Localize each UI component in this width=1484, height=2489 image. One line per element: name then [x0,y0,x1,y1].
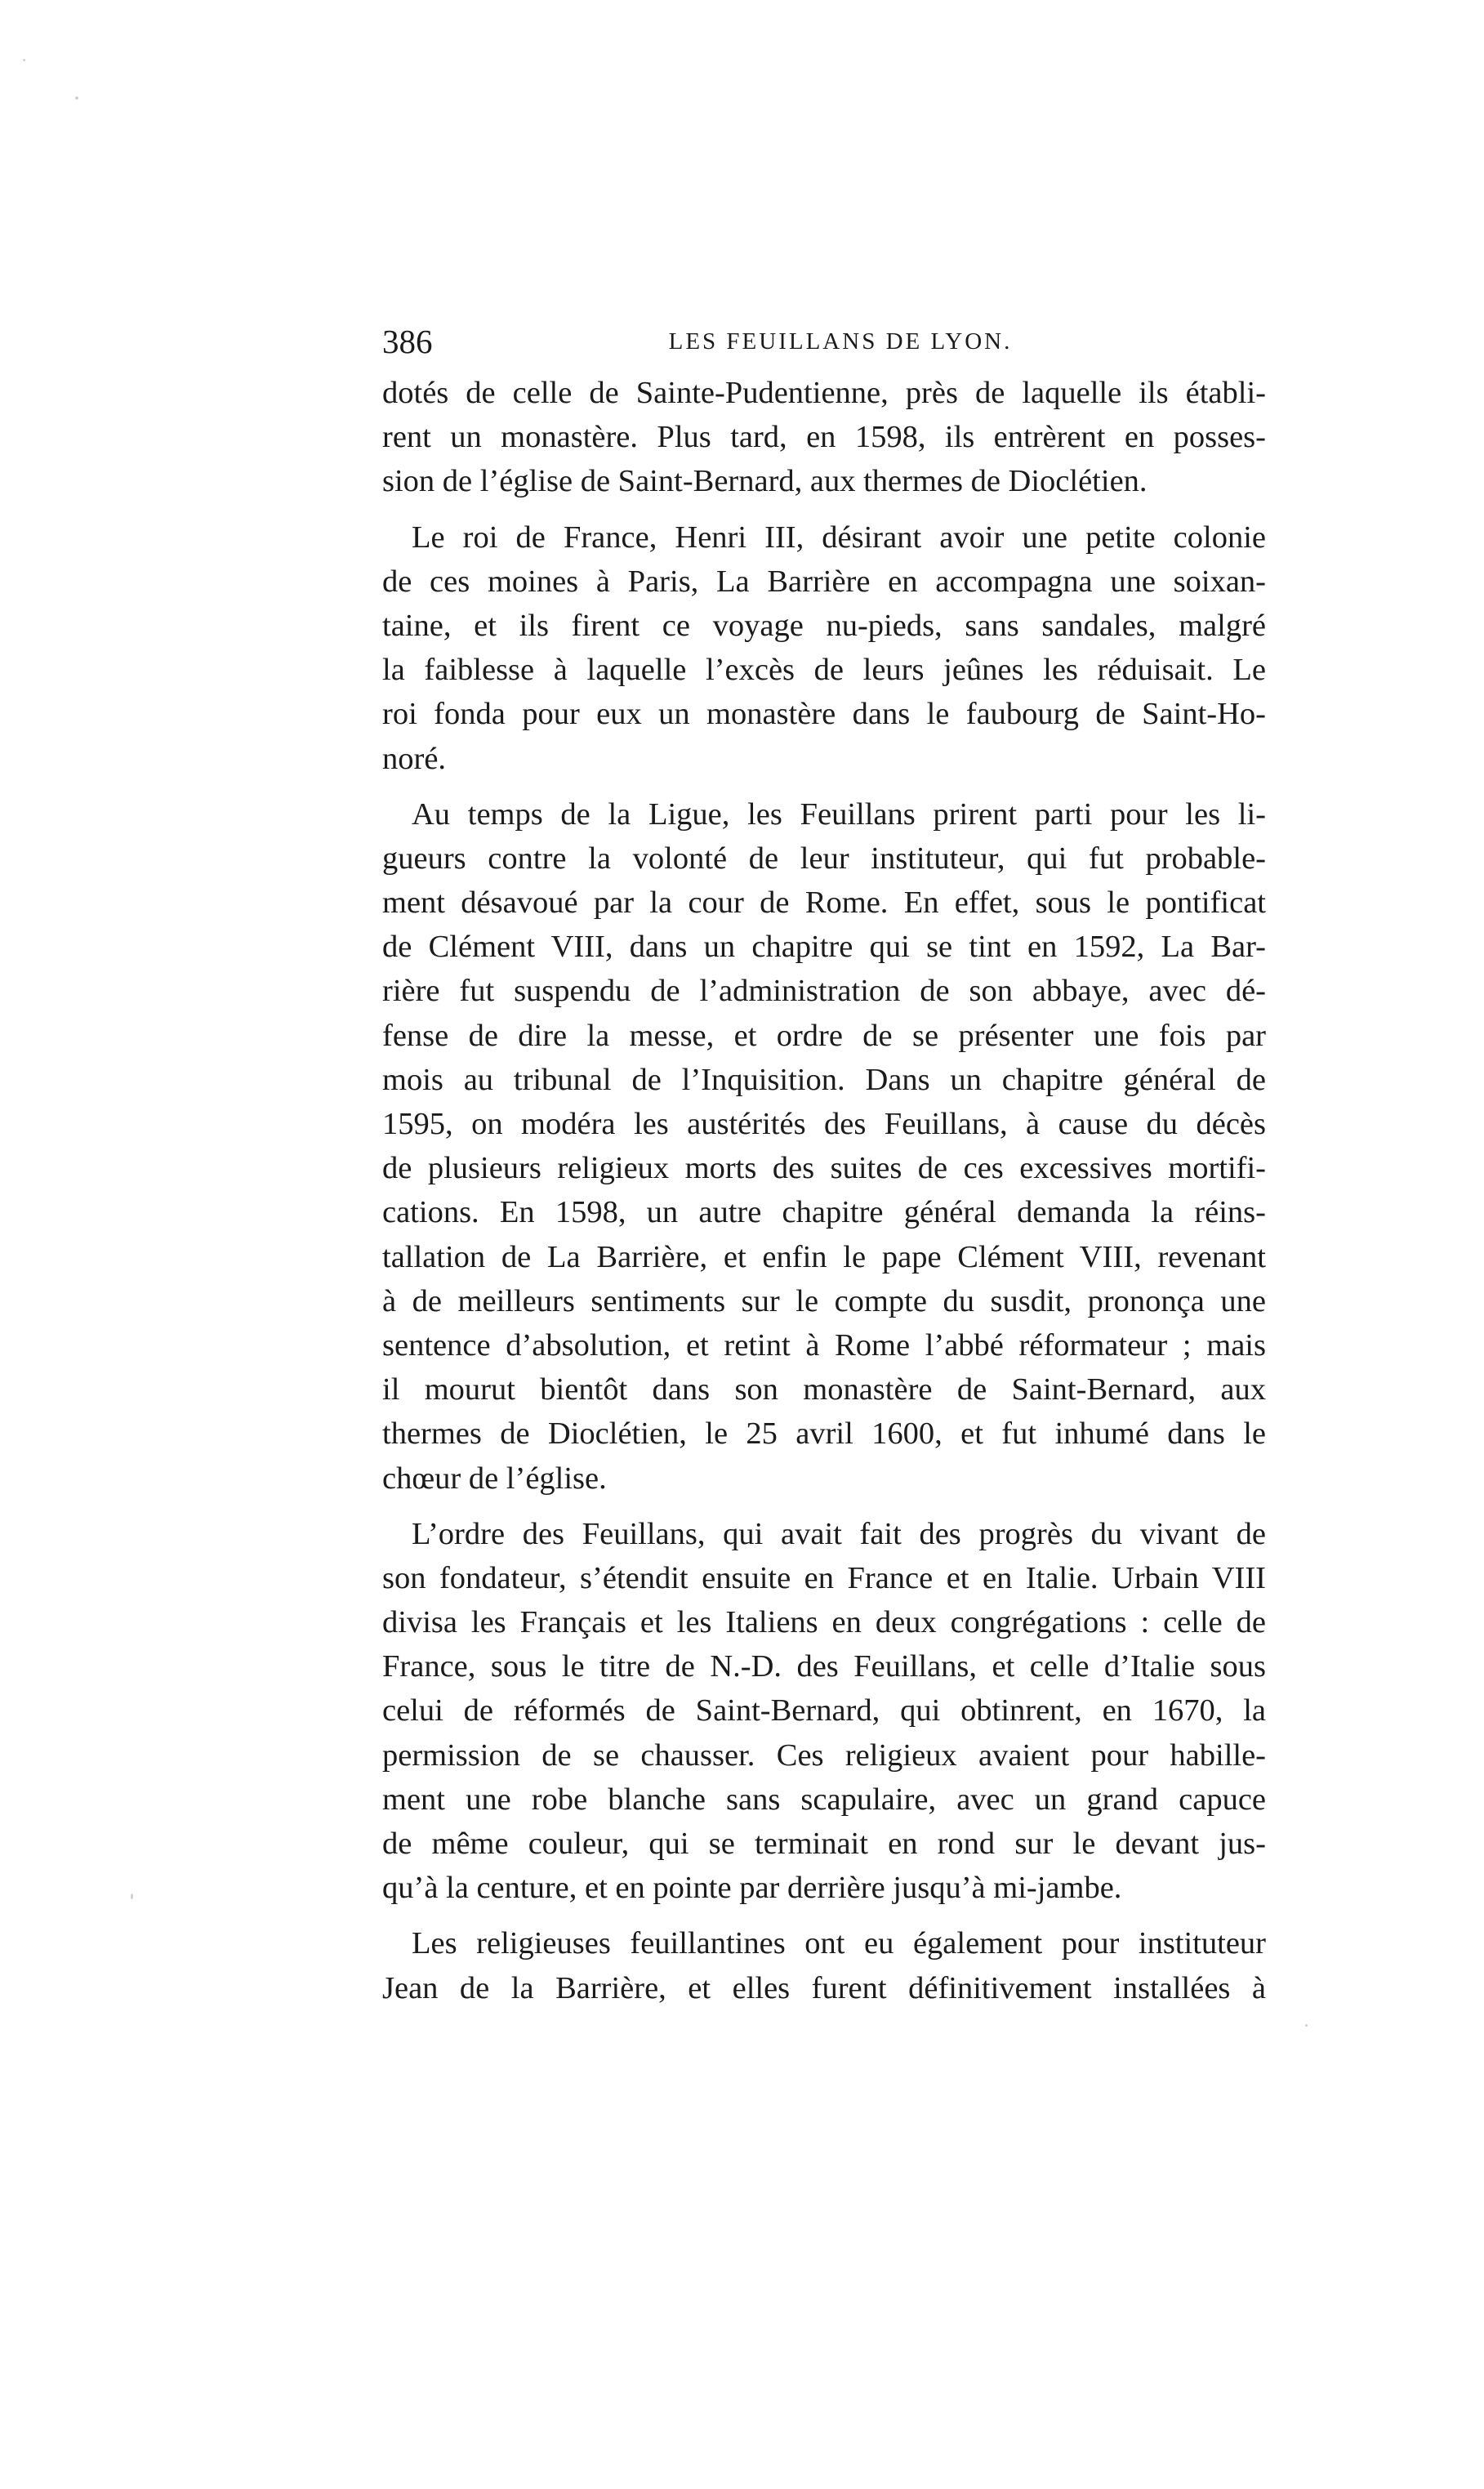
text-line: permission de se chausser. Ces religieux avaient pour habille- [382,1737,1266,1773]
paragraph [382,792,1266,1501]
text-line: gueurs contre la volonté de leur instituteur, qui fut probable- [382,841,1266,876]
text-line: cations. En 1598, un autre chapitre général demanda la réins- [382,1195,1266,1230]
text-line: mois au tribunal de l’Inquisition. Dans un chapitre général de [382,1062,1266,1097]
text-line: celui de réformés de Saint-Bernard, qui obtinrent, en 1670, la [382,1693,1266,1728]
book-page [382,319,1266,2022]
text-line: de Clément VIII, dans un chapitre qui se tint en 1592, La Bar- [382,930,1266,965]
text-line: roi fonda pour eux un monastère dans le faubourg de Saint-Ho- [382,697,1266,732]
page-number: 386 [382,323,433,360]
paper-speck [23,59,25,61]
paragraph [382,371,1266,504]
text-line: Jean de la Barrière, et elles furent définitivement installées à [382,1970,1266,2005]
running-title: LES FEUILLANS DE LYON. [668,328,1013,355]
text-line: son fondateur, s’étendit ensuite en France et en Italie. Urbain VIII [382,1560,1266,1595]
text-line: noré. [382,741,447,776]
text-line: sentence d’absolution, et retint à Rome l’abbé réformateur ; mais [382,1327,1266,1363]
text-line: thermes de Dioclétien, le 25 avril 1600, et fut inhumé dans le [382,1416,1266,1452]
text-line: de plusieurs religieux morts des suites de ces excessives mortifi- [382,1151,1266,1186]
text-line: taine, et ils firent ce voyage nu-pieds, sans sandales, malgré [382,608,1266,643]
text-line: de ces moines à Paris, La Barrière en accompagna une soixan- [382,564,1266,599]
body-text [382,371,1266,2010]
paper-speck [1305,2024,1308,2027]
text-line: il mourut bientôt dans son monastère de Saint-Bernard, aux [382,1372,1266,1407]
text-line: sion de l’église de Saint-Bernard, aux thermes de Dioclétien. [382,464,1148,499]
text-line: dotés de celle de Sainte-Pudentienne, près de laquelle ils établi- [382,376,1266,410]
text-line: tallation de La Barrière, et enfin le pape Clément VIII, revenant [382,1239,1266,1274]
text-line: qu’à la centure, et en pointe par derrière jusqu’à mi-jambe. [382,1871,1122,1906]
text-line: France, sous le titre de N.-D. des Feuillans, et celle d’Italie sous [382,1649,1266,1684]
text-line: chœur de l’église. [382,1461,607,1496]
paragraph [382,515,1266,781]
text-line: Le roi de France, Henri III, désirant avoir une petite colonie [412,520,1266,555]
text-line: Au temps de la Ligue, les Feuillans prirent parti pour les li- [412,796,1266,832]
text-line: L’ordre des Feuillans, qui avait fait des progrès du vivant de [412,1516,1266,1551]
text-line: rière fut suspendu de l’administration de son abbaye, avec dé- [382,974,1266,1009]
text-line: à de meilleurs sentiments sur le compte du susdit, prononça une [382,1283,1266,1318]
paragraph [382,1512,1266,1911]
paper-speck [75,96,78,100]
text-line: ment une robe blanche sans scapulaire, avec un grand capuce [382,1782,1266,1817]
running-head [382,319,1266,364]
text-line: rent un monastère. Plus tard, en 1598, ils entrèrent en posses- [382,420,1266,455]
text-line: de même couleur, qui se terminait en rond sur le devant jus- [382,1827,1266,1861]
paper-speck [131,1894,133,1899]
text-line: ment désavoué par la cour de Rome. En effet, sous le pontificat [382,885,1266,921]
text-line: Les religieuses feuillantines ont eu également pour instituteur [412,1926,1266,1961]
text-line: divisa les Français et les Italiens en deux congrégations : celle de [382,1605,1266,1640]
text-line: 1595, on modéra les austérités des Feuillans, à cause du décès [382,1107,1266,1141]
text-line: fense de dire la messe, et ordre de se présenter une fois par [382,1018,1266,1053]
paragraph [382,1921,1266,2009]
text-line: la faiblesse à laquelle l’excès de leurs jeûnes les réduisait. Le [382,653,1266,688]
